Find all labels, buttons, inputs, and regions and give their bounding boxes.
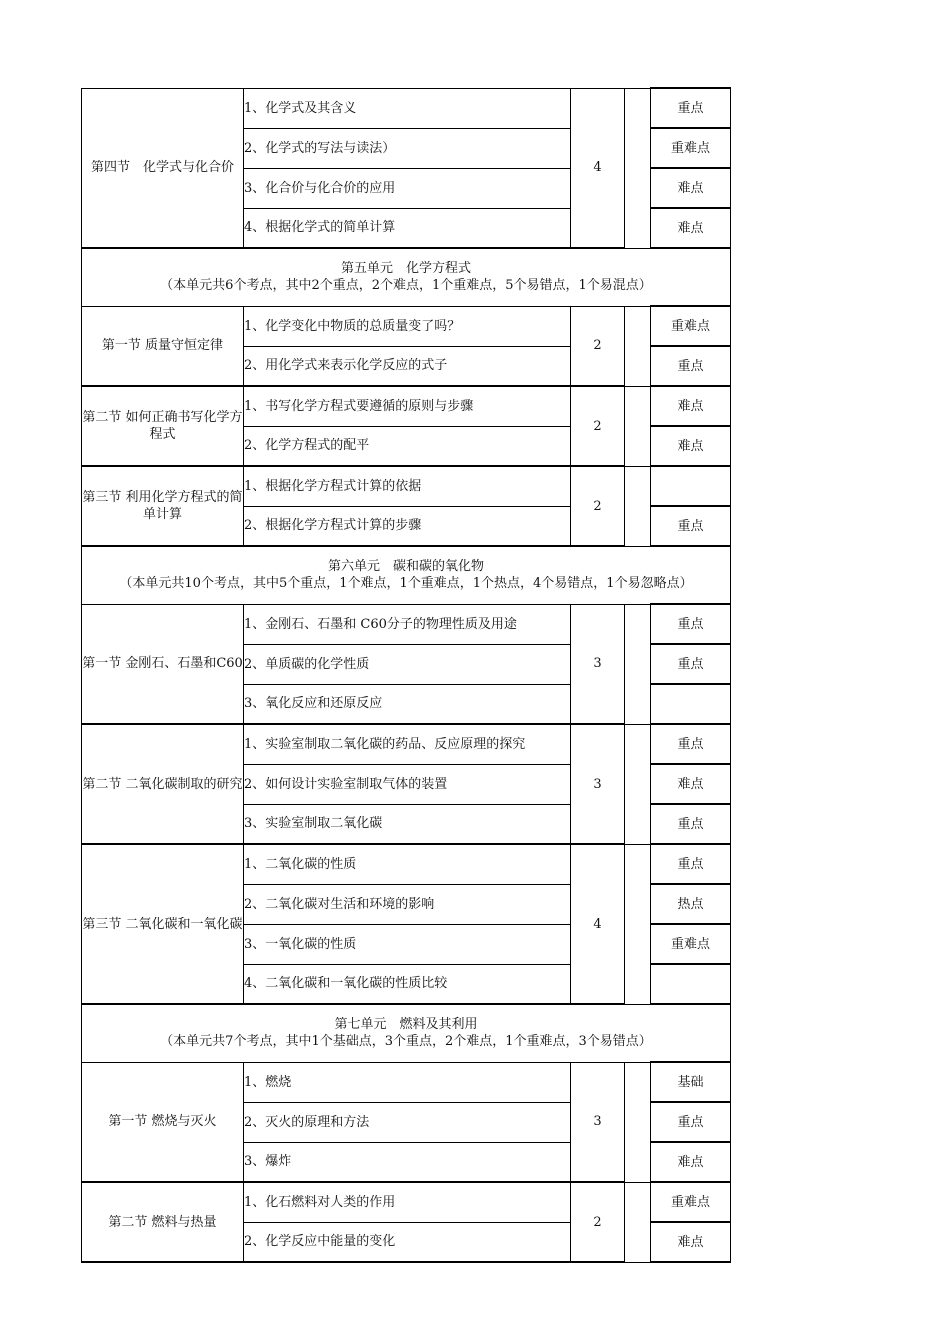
point-tag: 重难点: [651, 924, 731, 964]
table-row: [82, 306, 731, 346]
point-tag: 难点: [651, 1142, 731, 1182]
spacer-cell: [625, 1182, 651, 1262]
point-item: 3、化合价与化合价的应用: [244, 168, 571, 208]
spacer-cell: [625, 306, 651, 386]
point-item: 2、化学方程式的配平: [244, 426, 571, 466]
point-tag: [651, 466, 731, 506]
point-tag: 重点: [651, 724, 731, 764]
point-item: 2、单质碳的化学性质: [244, 644, 571, 684]
point-tag: [651, 964, 731, 1004]
point-item: 2、根据化学方程式计算的步骤: [244, 506, 571, 546]
point-count: 3: [571, 604, 625, 724]
points-grid: [81, 87, 731, 1263]
point-item: 3、一氧化碳的性质: [244, 924, 571, 964]
point-tag: 重难点: [651, 306, 731, 346]
table-row: [82, 466, 731, 506]
section-name: 第三节 二氧化碳和一氧化碳: [82, 844, 244, 1004]
point-item: 4、二氧化碳和一氧化碳的性质比较: [244, 964, 571, 1004]
point-tag: 重难点: [651, 128, 731, 168]
point-item: 1、燃烧: [244, 1062, 571, 1102]
point-count: 4: [571, 88, 625, 248]
point-count: 4: [571, 844, 625, 1004]
point-tag: 重点: [651, 88, 731, 128]
section-name: 第二节 二氧化碳制取的研究: [82, 724, 244, 844]
point-count: 2: [571, 386, 625, 466]
point-tag: 重点: [651, 644, 731, 684]
point-tag: [651, 684, 731, 724]
unit-row: [82, 248, 731, 306]
section-name: 第三节 利用化学方程式的简单计算: [82, 466, 244, 546]
unit-title: 第五单元 化学方程式: [340, 261, 471, 276]
section-name: 第一节 质量守恒定律: [82, 306, 244, 386]
table-row: [82, 724, 731, 764]
section-name: 第一节 燃烧与灭火: [82, 1062, 244, 1182]
point-tag: 热点: [651, 884, 731, 924]
unit-header: [82, 248, 731, 306]
point-item: 2、用化学式来表示化学反应的式子: [244, 346, 571, 386]
point-item: 1、化石燃料对人类的作用: [244, 1182, 571, 1222]
spacer-cell: [625, 386, 651, 466]
point-tag: 重点: [651, 844, 731, 884]
unit-summary: （本单元共10个考点，其中5个重点，1个难点，1个重难点，1个热点，4个易错点，1个易忽略点）: [119, 576, 693, 591]
point-item: 3、爆炸: [244, 1142, 571, 1182]
unit-title: 第七单元 燃料及其利用: [334, 1017, 478, 1032]
point-item: 1、化学式及其含义: [244, 88, 571, 128]
point-tag: 重点: [651, 346, 731, 386]
point-item: 1、化学变化中物质的总质量变了吗？: [244, 306, 571, 346]
spacer-cell: [625, 466, 651, 546]
point-item: 2、二氧化碳对生活和环境的影响: [244, 884, 571, 924]
point-item: 1、书写化学方程式要遵循的原则与步骤: [244, 386, 571, 426]
point-count: 2: [571, 466, 625, 546]
point-tag: 难点: [651, 208, 731, 248]
section-name: 第二节 燃料与热量: [82, 1182, 244, 1262]
table-row: [82, 1182, 731, 1222]
point-tag: 难点: [651, 386, 731, 426]
point-tag: 难点: [651, 426, 731, 466]
table-row: [82, 386, 731, 426]
section-name: 第四节 化学式与化合价: [82, 88, 244, 248]
point-item: 1、根据化学方程式计算的依据: [244, 466, 571, 506]
unit-summary: （本单元共7个考点，其中1个基础点，3个重点，2个难点，1个重难点，3个易错点）: [160, 1034, 652, 1049]
point-item: 1、实验室制取二氧化碳的药品、反应原理的探究: [244, 724, 571, 764]
point-item: 2、如何设计实验室制取气体的装置: [244, 764, 571, 804]
table-row: [82, 604, 731, 644]
table-row: [82, 1062, 731, 1102]
unit-header: [82, 546, 731, 604]
point-count: 2: [571, 306, 625, 386]
table-row: [82, 88, 731, 128]
point-item: 2、化学式的写法与读法）: [244, 128, 571, 168]
table-row: [82, 844, 731, 884]
spacer-cell: [625, 1062, 651, 1182]
point-tag: 难点: [651, 168, 731, 208]
point-tag: 难点: [651, 1222, 731, 1262]
spacer-cell: [625, 724, 651, 844]
point-tag: 难点: [651, 764, 731, 804]
unit-summary: （本单元共6个考点，其中2个重点，2个难点，1个重难点，5个易错点，1个易混点）: [160, 278, 652, 293]
point-tag: 重点: [651, 604, 731, 644]
point-item: 3、实验室制取二氧化碳: [244, 804, 571, 844]
point-tag: 基础: [651, 1062, 731, 1102]
point-count: 3: [571, 724, 625, 844]
point-tag: 重点: [651, 506, 731, 546]
exam-points-table: [81, 87, 710, 1263]
point-item: 1、二氧化碳的性质: [244, 844, 571, 884]
spacer-cell: [625, 844, 651, 1004]
section-name: 第一节 金刚石、石墨和C60: [82, 604, 244, 724]
point-tag: 重难点: [651, 1182, 731, 1222]
spacer-cell: [625, 88, 651, 248]
unit-row: [82, 1004, 731, 1062]
point-item: 1、金刚石、石墨和 C60分子的物理性质及用途: [244, 604, 571, 644]
point-item: 4、根据化学式的简单计算: [244, 208, 571, 248]
point-item: 2、化学反应中能量的变化: [244, 1222, 571, 1262]
point-item: 2、灭火的原理和方法: [244, 1102, 571, 1142]
unit-row: [82, 546, 731, 604]
point-tag: 重点: [651, 804, 731, 844]
spacer-cell: [625, 604, 651, 724]
unit-header: [82, 1004, 731, 1062]
section-name: 第二节 如何正确书写化学方程式: [82, 386, 244, 466]
point-count: 3: [571, 1062, 625, 1182]
point-item: 3、氧化反应和还原反应: [244, 684, 571, 724]
table-body: [82, 88, 731, 1262]
point-tag: 重点: [651, 1102, 731, 1142]
unit-title: 第六单元 碳和碳的氧化物: [327, 559, 484, 574]
point-count: 2: [571, 1182, 625, 1262]
